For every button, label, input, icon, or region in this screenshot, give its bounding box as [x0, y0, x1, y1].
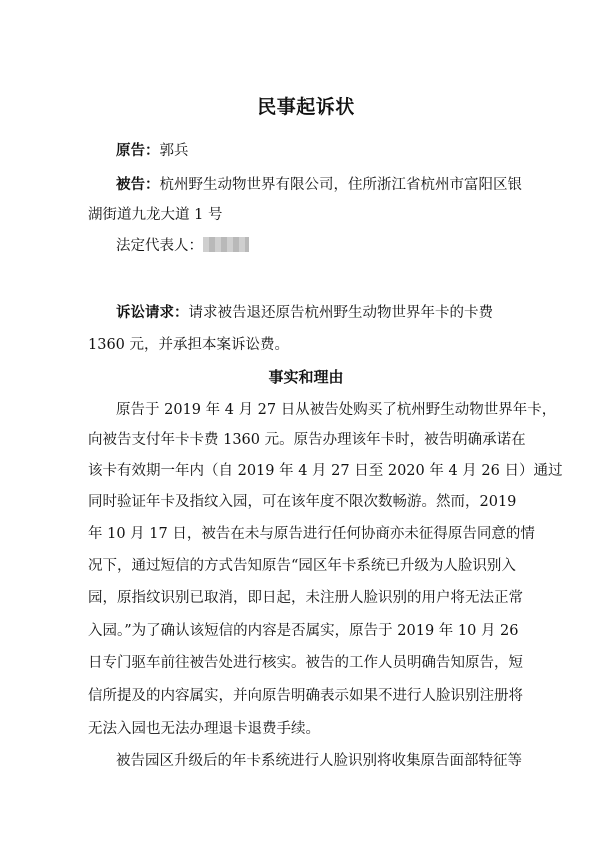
facts-line: 年 10 月 17 日，被告在未与原告进行任何协商亦未征得原告同意的情	[88, 526, 535, 542]
facts-line: 信所提及的内容属实，并向原告明确表示如果不进行人脸识别注册将	[88, 688, 523, 704]
next-paragraph-line: 被告园区升级后的年卡系统进行人脸识别将收集原告面部特征等	[116, 753, 522, 769]
defendant-line	[116, 175, 556, 195]
section-title: 事实和理由	[268, 368, 344, 386]
plaintiff-line	[116, 141, 556, 161]
facts-line: 该卡有效期一年内（自 2019 年 4 月 27 日至 2020 年 4 月 26 日）通过	[88, 463, 563, 479]
facts-line: 况下，通过短信的方式告知原告“园区年卡系统已升级为人脸识别入	[88, 558, 516, 574]
facts-line: 入园。”为了确认该短信的内容是否属实，原告于 2019 年 10 月 26	[88, 623, 519, 639]
plaintiff-sep: ：	[145, 143, 160, 159]
claims-line1: 请求被告退还原告杭州野生动物世界年卡的卡费	[188, 305, 493, 321]
legal-rep-label: 法定代表人：	[116, 238, 203, 254]
facts-line: 日专门驱车前往被告处进行核实。被告的工作人员明确告知原告，短	[88, 655, 523, 671]
claims-label: 诉讼请求	[116, 305, 174, 321]
facts-line: 无法入园也无法办理退卡退费手续。	[88, 721, 320, 737]
facts-line: 同时验证年卡及指纹入园，可在该年度不限次数畅游。然而，2019	[88, 494, 517, 510]
facts-line: 原告于 2019 年 4 月 27 日从被告处购买了杭州野生动物世界年卡，	[116, 402, 557, 418]
plaintiff-label: 原告	[116, 143, 145, 159]
defendant-address-line2: 湖街道九龙大道 1 号	[88, 207, 223, 223]
legal-rep-line	[116, 236, 556, 256]
claims-line2: 1360 元，并承担本案诉讼费。	[88, 337, 290, 353]
defendant-sep: ：	[145, 177, 160, 193]
facts-line: 向被告支付年卡卡费 1360 元。原告办理该年卡时，被告明确承诺在	[88, 432, 526, 448]
facts-line: 园，原指纹识别已取消，即日起，未注册人脸识别的用户将无法正常	[88, 590, 523, 606]
claims-sep: ：	[174, 305, 189, 321]
redacted-name-block	[203, 237, 249, 252]
defendant-line1: 杭州野生动物世界有限公司，住所浙江省杭州市富阳区银	[159, 177, 522, 193]
document-title: 民事起诉状	[257, 96, 355, 118]
defendant-label: 被告	[116, 177, 145, 193]
plaintiff-name: 郭兵	[159, 143, 189, 159]
claims-line	[116, 303, 556, 323]
